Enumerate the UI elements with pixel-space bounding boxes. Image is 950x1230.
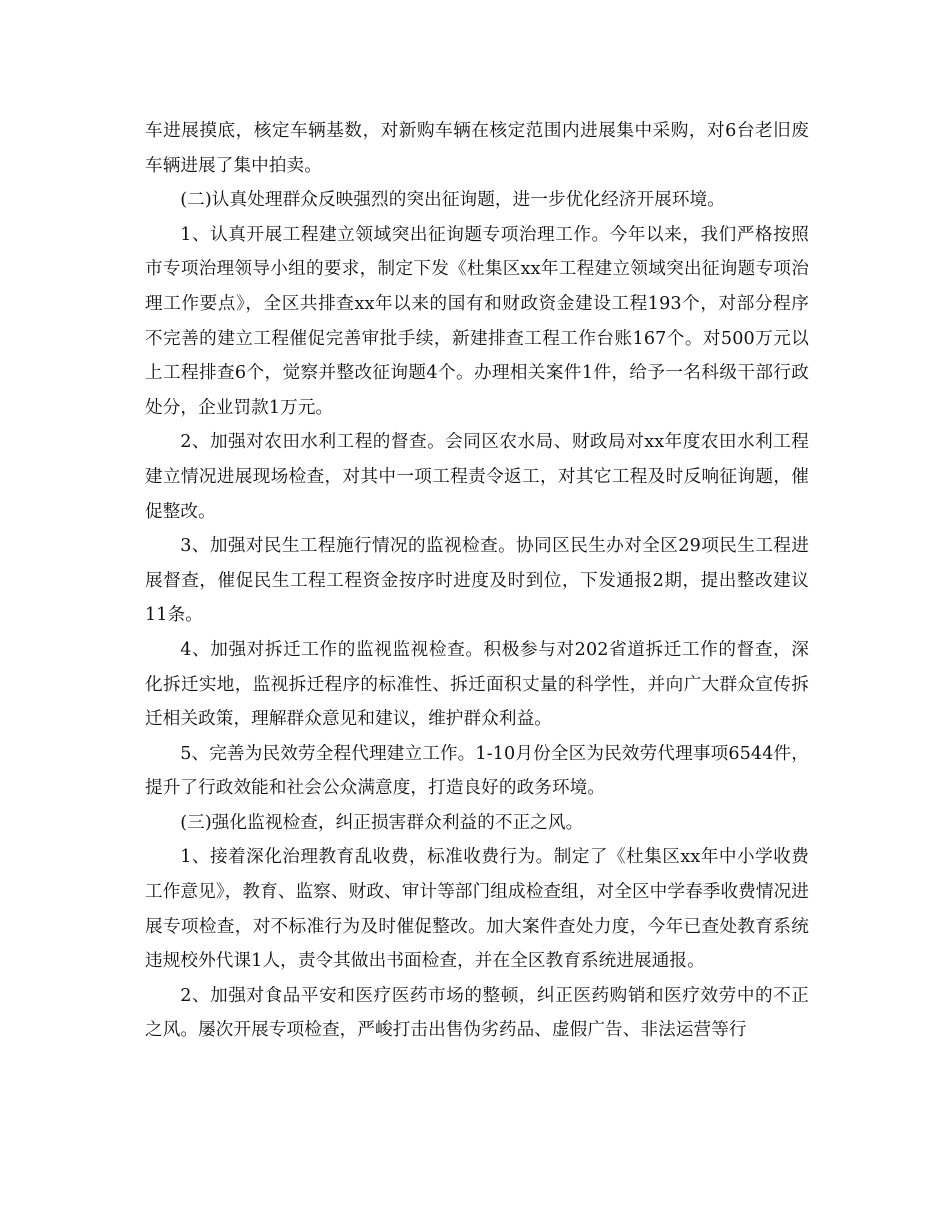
paragraph-item-3: 3、加强对民生工程施行情况的监视检查。协同区民生办对全区29项民生工程进展督查，催促民生工程工程资金按序时进度及时到位，下发通报2期，提出整改建议11条。 [145, 536, 809, 626]
paragraph-item-2b: 2、加强对食品平安和医疗医药市场的整顿，纠正医药购销和医疗效劳中的不正之风。屡次开展专项检查，严峻打击出售伪劣药品、虚假广告、非法运营等行 [145, 985, 809, 1041]
paragraph-item-5: 5、完善为民效劳全程代理建立工作。1-10月份全区为民效劳代理事项6544件，提升了行政效能和社会公众满意度，打造良好的政务环境。 [145, 743, 809, 799]
paragraph-continuation: 车进展摸底，核定车辆基数，对新购车辆在核定范围内进展集中采购，对6台老旧废车辆进展了集中拍卖。 [145, 121, 809, 176]
paragraph-item-1: 1、认真开展工程建立领域突出征询题专项治理工作。今年以来，我们严格按照市专项治理领导小组的要求，制定下发《杜集区xx年工程建立领域突出征询题专项治理工作要点》，全区共排查xx年以来的国有和财政资金建设工程193个，对部分程序不完善的建立工程催促完善审批手续，新建排查工程工作台账167个。对500万元以上工程排查6个，觉察并整改征询题4个。办理相关案件1件，给予一名科级干部行政处分，企业罚款1万元。 [145, 224, 809, 418]
document-body [145, 114, 809, 1048]
section-heading-3: (三)强化监视检查，纠正损害群众利益的不正之风。 [180, 812, 584, 833]
paragraph-item-1b: 1、接着深化治理教育乱收费，标准收费行为。制定了《杜集区xx年中小学收费工作意见》，教育、监察、财政、审计等部门组成检查组，对全区中学春季收费情况进展专项检查，对不标准行为及时催促整改。加大案件查处力度，今年已查处教育系统违规校外代课1人，责令其做出书面检查，并在全区教育系统进展通报。 [145, 847, 809, 972]
paragraph-item-2: 2、加强对农田水利工程的督查。会同区农水局、财政局对xx年度农田水利工程建立情况进展现场检查，对其中一项工程责令返工，对其它工程及时反响征询题，催促整改。 [145, 432, 809, 522]
section-heading-2: (二)认真处理群众反映强烈的突出征询题，进一步优化经济开展环境。 [180, 190, 725, 211]
paragraph-item-4: 4、加强对拆迁工作的监视监视检查。积极参与对202省道拆迁工作的督查，深化拆迁实地，监视拆迁程序的标准性、拆迁面积丈量的科学性，并向广大群众宣传拆迁相关政策，理解群众意见和建议，维护群众利益。 [145, 639, 809, 730]
